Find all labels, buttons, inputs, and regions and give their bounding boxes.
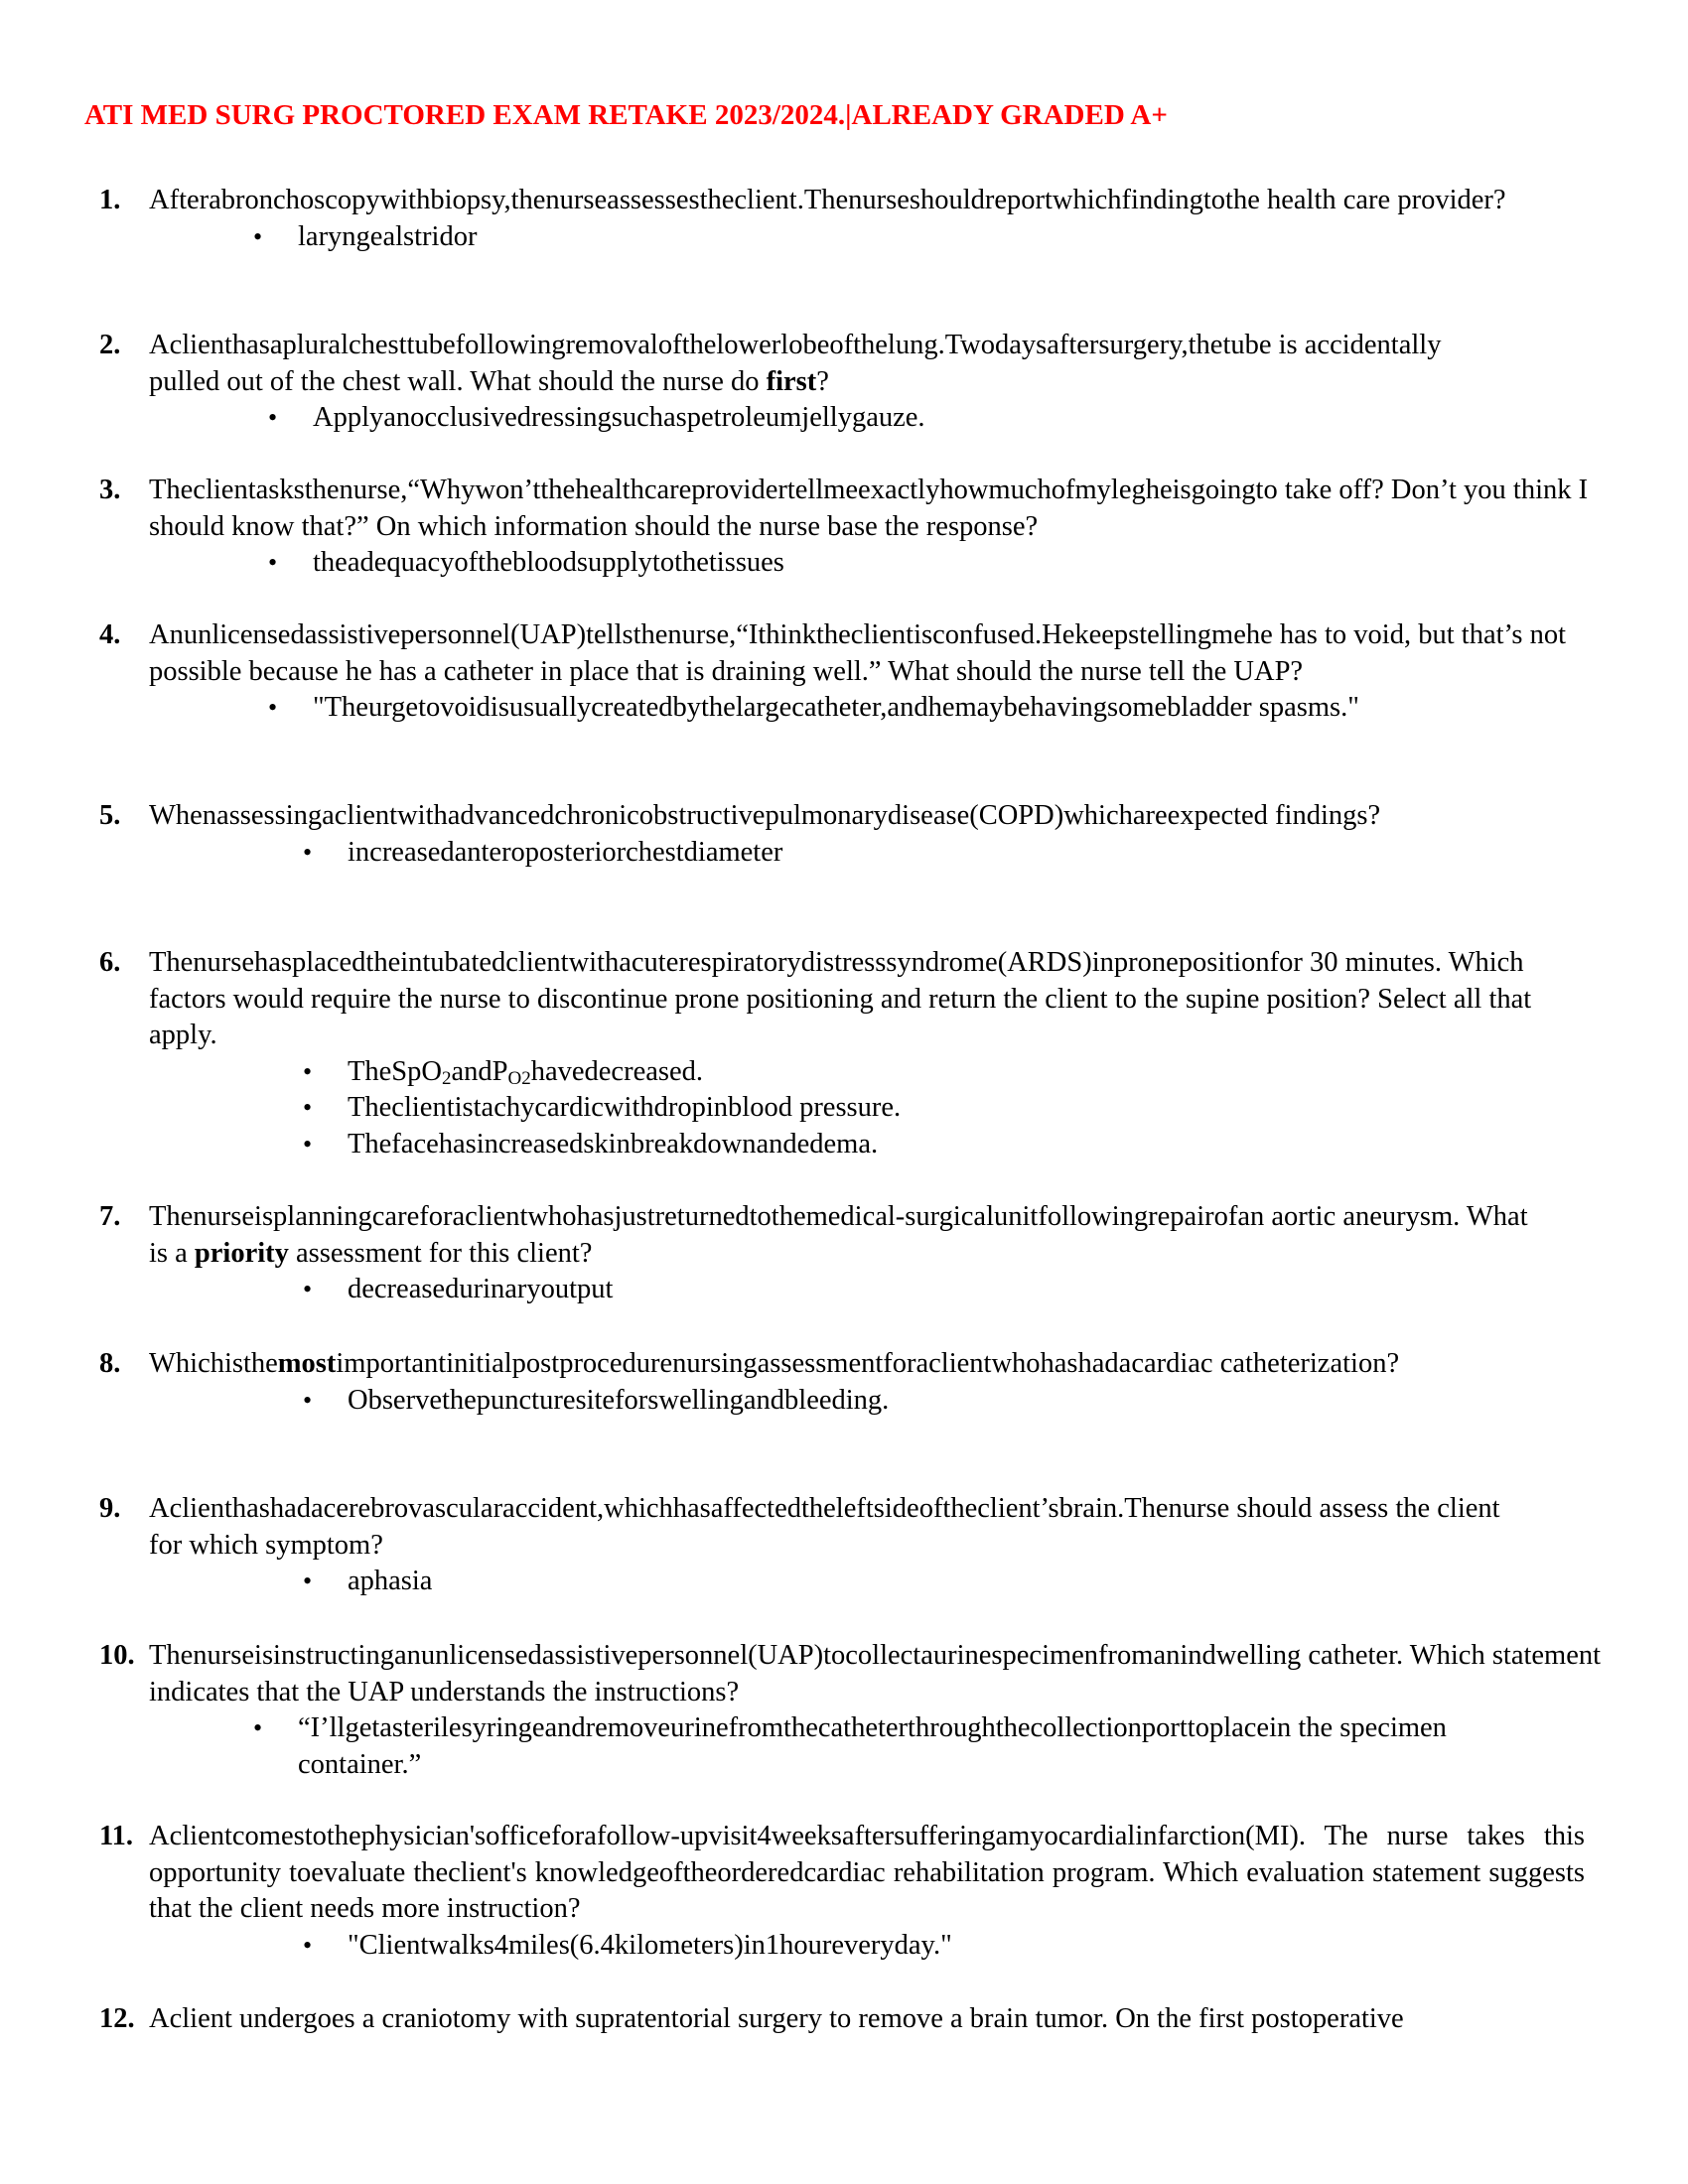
question-number: 4. [99,619,121,650]
answer-item [99,1272,1585,1308]
answer-list [99,219,1585,256]
answer-text: decreasedurinaryoutput [348,1274,614,1304]
answer-list [99,690,1585,727]
answer-list [99,1564,1585,1600]
answer-item [99,1710,1489,1783]
bullet-icon: • [303,1567,313,1595]
question-text-part: Theclientasksthenurse,“Whywon’tthehealthcareprovidertellmeexactlyhowmuchofmylegheisgoingto take off? Don’t you think I should know that?” On which information should the nurse base the response? [149,475,1589,542]
question-text-part: assessment for this client? [288,1237,593,1269]
question-text-part: Aclienthasapluralchesttubefollowingremovalofthelowerlobeofthelung.Twodaysaftersurgery,thetube is accidentally pulled out of the chest wall. What should the nurse do [149,330,1442,397]
answer-item [99,1928,1585,1965]
bullet-icon: • [303,1093,313,1122]
answer-text: "Theurgetovoidisusuallycreatedbythelargecatheter,andhemaybehavingsomebladder spasms." [313,692,1359,723]
answer-text: Theclientistachycardicwithdropinblood pressure. [348,1092,902,1123]
question-emphasis: first [766,365,817,397]
bullet-icon: • [268,403,278,432]
bullet-icon: • [303,1056,313,1086]
answer-text-part: andP [451,1055,508,1087]
question-text-part: Thenurseisplanningcareforaclientwhohasjustreturnedtothemedical-surgicalunitfollowingrepairofan aortic aneurysm. What is a [149,1201,1528,1269]
question-5 [99,798,1585,871]
question-number: 10. [99,1640,135,1671]
answer-text: “I’llgetasterilesyringeandremoveurinefromthecatheterthroughthecollectionporttoplacein the specimen container.” [298,1712,1447,1780]
question-8 [99,1346,1585,1419]
question-text [149,328,1489,400]
question-text-part: Aclient undergoes a craniotomy with supratentorial surgery to remove a brain tumor. On the first postoperative [149,2003,1404,2034]
question-text-part: ? [816,365,829,397]
question-6 [99,945,1585,1162]
question-emphasis: priority [194,1237,289,1269]
bullet-icon: • [268,693,278,722]
question-text [149,945,1589,1054]
answer-text: increasedanteroposteriorchestdiameter [348,836,783,868]
question-number: 6. [99,947,121,978]
answer-text: theadequacyofthebloodsupplytothetissues [313,547,784,578]
bullet-icon: • [303,837,313,867]
question-text [149,2001,1585,2038]
question-text-part: Thenursehasplacedtheintubatedclientwithacuterespiratorydistresssyndrome(ARDS)inpronepositionfor 30 minutes. Which factors would require the nurse to discontinue prone positioning and return the client to the supine position? Select all that apply. [149,947,1532,1050]
answer-list [99,1383,1585,1420]
question-number: 1. [99,185,121,215]
question-1 [99,183,1585,255]
answer-text: laryngealstridor [298,220,478,252]
question-text [149,1638,1609,1710]
question-3 [99,473,1589,582]
question-number: 9. [99,1493,121,1524]
bullet-icon: • [303,1275,313,1303]
question-7 [99,1199,1585,1308]
answer-text [348,1056,703,1087]
question-12 [99,2001,1585,2038]
question-text [149,1491,1519,1564]
question-number: 11. [99,1821,134,1851]
answer-item [99,1127,1585,1163]
question-10 [99,1638,1602,1783]
question-9 [99,1491,1585,1600]
question-4 [99,617,1585,727]
question-number: 8. [99,1348,121,1379]
question-text-part: Whichisthe [149,1348,278,1379]
answer-item [99,1090,1585,1127]
question-text-part: Aclientcomestothephysician'sofficeforafollow-upvisit4weeksaftersufferingamyocardialinfarction(MI). The nurse takes this opportunity toevaluate theclient's knowledgeoftheorderedcardiac rehabilitation program. Which evaluation statement suggests that the client needs more instruction? [149,1821,1585,1924]
answer-text-part: TheSpO [348,1055,442,1087]
answer-list [99,400,1585,437]
bullet-icon: • [253,221,263,251]
answer-item [99,1054,1585,1091]
answer-text: Thefacehasincreasedskinbreakdownandedema. [348,1128,879,1160]
question-emphasis: most [277,1348,337,1379]
answer-text: aphasia [348,1566,433,1596]
answer-item [99,690,1585,727]
answer-list [99,545,1585,582]
answer-list [99,1710,1585,1783]
answer-item [99,400,1585,437]
question-text-part: Anunlicensedassistivepersonnel(UAP)tellsthenurse,“Ithinktheclientisconfused.Hekeepstellingmehe has to void, but that’s not possible because he has a catheter in place that is draining well.” What should the nurse tell the UAP? [149,619,1567,687]
question-text [149,1199,1539,1272]
answer-list [99,1054,1585,1163]
answer-item [99,1564,1585,1600]
question-text-part: Aclienthashadacerebrovascularaccident,whichhasaffectedtheleftsideoftheclient’sbrain.Thenurse should assess the client for which symptom? [149,1493,1500,1561]
question-text [149,1346,1440,1383]
bullet-icon: • [303,1129,313,1159]
answer-text: Applyanocclusivedressingsuchaspetroleumjellygauze. [313,402,925,433]
question-text [149,183,1539,219]
answer-list [99,1272,1585,1308]
question-text [149,617,1569,690]
bullet-icon: • [303,1930,313,1960]
answer-item [99,835,1585,872]
question-text-part: Thenurseisinstructinganunlicensedassistivepersonnel(UAP)tocollectaurinespecimenfromanindwelling catheter. Which statement indicates that the UAP understands the instructions? [149,1640,1602,1707]
question-number: 7. [99,1201,121,1232]
answer-item [99,219,1585,256]
bullet-icon: • [303,1385,313,1415]
question-text-part: Whenassessingaclientwithadvancedchronicobstructivepulmonarydisease(COPD)whichareexpected findings? [149,800,1381,831]
answer-item [99,1383,1585,1420]
question-11 [99,1819,1585,1964]
answer-text: Observethepuncturesiteforswellingandbleeding. [348,1384,890,1416]
question-text [149,798,1479,835]
answer-text: "Clientwalks4miles(6.4kilometers)in1houreveryday." [348,1929,952,1961]
question-2 [99,328,1585,437]
answer-text-part: havedecreased. [530,1055,703,1087]
answer-item [99,545,1585,582]
question-text [149,473,1599,545]
answer-list [99,835,1585,872]
question-text-part: Afterabronchoscopywithbiopsy,thenurseassessestheclient.Thenurseshouldreportwhichfindingtothe health care provider? [149,185,1506,215]
subscript: 2 [442,1067,452,1089]
question-number: 2. [99,330,121,360]
subscript: O2 [507,1067,531,1089]
question-number: 5. [99,800,121,831]
question-text-part: importantinitialpostprocedurenursingassessmentforaclientwhohashadacardiac catheterization? [336,1348,1400,1379]
answer-list [99,1928,1585,1965]
question-number: 12. [99,2003,135,2034]
document-title: ATI MED SURG PROCTORED EXAM RETAKE 2023/2024.|ALREADY GRADED A+ [84,99,1168,131]
question-text [149,1819,1585,1928]
question-number: 3. [99,475,121,505]
bullet-icon: • [253,1713,263,1742]
bullet-icon: • [268,548,278,577]
